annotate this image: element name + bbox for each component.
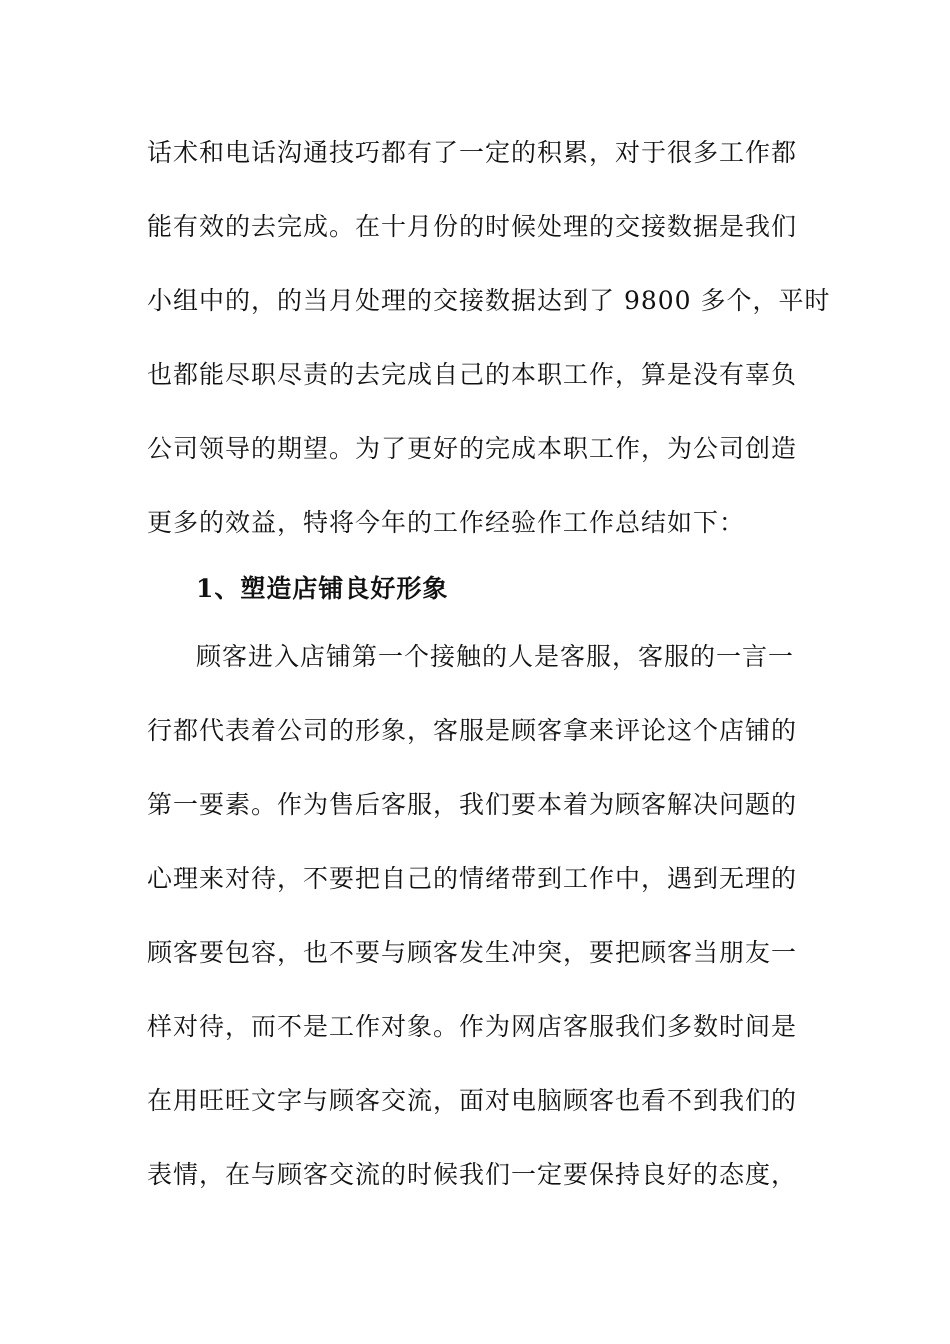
paragraph-line: 话术和电话沟通技巧都有了一定的积累，对于很多工作都 <box>147 138 798 167</box>
paragraph-line: 能有效的去完成。在十月份的时候处理的交接数据是我们 <box>147 212 798 241</box>
paragraph-line: 心理来对待，不要把自己的情绪带到工作中，遇到无理的 <box>147 864 798 893</box>
paragraph-line: 公司领导的期望。为了更好的完成本职工作，为公司创造 <box>147 434 798 463</box>
paragraph-line: 行都代表着公司的形象，客服是顾客拿来评论这个店铺的 <box>147 716 798 745</box>
paragraph-line: 表情，在与顾客交流的时候我们一定要保持良好的态度， <box>147 1160 798 1189</box>
paragraph-line: 也都能尽职尽责的去完成自己的本职工作，算是没有辜负 <box>147 360 798 389</box>
section-heading: 1、塑造店铺良好形象 <box>196 574 449 603</box>
paragraph-line: 小组中的，的当月处理的交接数据达到了 9800 多个，平时 <box>147 286 831 315</box>
paragraph-line: 更多的效益，特将今年的工作经验作工作总结如下： <box>147 508 746 537</box>
paragraph-line: 第一要素。作为售后客服，我们要本着为顾客解决问题的 <box>147 790 798 819</box>
paragraph-line: 顾客进入店铺第一个接触的人是客服，客服的一言一 <box>196 642 795 671</box>
paragraph-line: 顾客要包容，也不要与顾客发生冲突，要把顾客当朋友一 <box>147 938 798 967</box>
paragraph-line: 在用旺旺文字与顾客交流，面对电脑顾客也看不到我们的 <box>147 1086 798 1115</box>
paragraph-line: 样对待，而不是工作对象。作为网店客服我们多数时间是 <box>147 1012 798 1041</box>
